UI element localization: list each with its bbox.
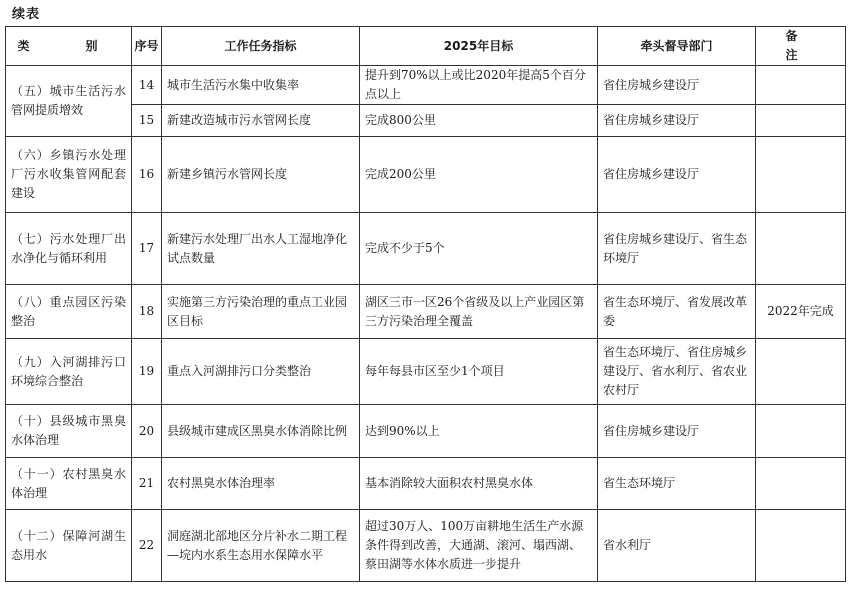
category-cell: （九）入河湖排污口环境综合整治	[6, 339, 132, 405]
seq-cell: 16	[132, 137, 162, 213]
seq-cell: 14	[132, 66, 162, 105]
indicator-cell: 城市生活污水集中收集率	[162, 66, 360, 105]
seq-cell: 21	[132, 458, 162, 510]
table-row	[6, 458, 846, 510]
table-row	[6, 510, 846, 582]
dept-cell: 省生态环境厅、省发展改革委	[598, 285, 756, 339]
table-row	[6, 339, 846, 405]
header-note: 备 注	[756, 27, 846, 66]
dept-cell: 省生态环境厅	[598, 458, 756, 510]
dept-cell: 省住房城乡建设厅	[598, 66, 756, 105]
target-cell: 湖区三市一区26个省级及以上产业园区第三方污染治理全覆盖	[360, 285, 598, 339]
note-cell	[756, 137, 846, 213]
table-row	[6, 405, 846, 458]
indicator-cell: 县级城市建成区黑臭水体消除比例	[162, 405, 360, 458]
category-cell: （七）污水处理厂出水净化与循环利用	[6, 213, 132, 285]
table-row	[6, 137, 846, 213]
target-cell: 每年每县市区至少1个项目	[360, 339, 598, 405]
note-cell	[756, 66, 846, 105]
target-cell: 完成800公里	[360, 105, 598, 137]
note-cell	[756, 213, 846, 285]
header-dept: 牵头督导部门	[598, 27, 756, 66]
dept-cell: 省住房城乡建设厅	[598, 405, 756, 458]
seq-cell: 19	[132, 339, 162, 405]
target-cell: 提升到70%以上或比2020年提高5个百分点以上	[360, 66, 598, 105]
seq-cell: 18	[132, 285, 162, 339]
note-cell	[756, 458, 846, 510]
header-target: 2025年目标	[360, 27, 598, 66]
seq-cell: 17	[132, 213, 162, 285]
category-cell: （六）乡镇污水处理厂污水收集管网配套建设	[6, 137, 132, 213]
indicator-cell: 新建改造城市污水管网长度	[162, 105, 360, 137]
table-row	[6, 213, 846, 285]
indicator-cell: 新建乡镇污水管网长度	[162, 137, 360, 213]
indicator-cell: 新建污水处理厂出水人工湿地净化试点数量	[162, 213, 360, 285]
header-category: 类 别	[6, 27, 132, 66]
header-seq: 序号	[132, 27, 162, 66]
seq-cell: 20	[132, 405, 162, 458]
indicator-cell: 实施第三方污染治理的重点工业园区目标	[162, 285, 360, 339]
table-row	[6, 285, 846, 339]
table-row	[6, 105, 846, 137]
target-cell: 完成200公里	[360, 137, 598, 213]
category-cell: （八）重点园区污染整治	[6, 285, 132, 339]
indicator-cell: 洞庭湖北部地区分片补水二期工程—垸内水系生态用水保障水平	[162, 510, 360, 582]
dept-cell: 省住房城乡建设厅	[598, 105, 756, 137]
note-cell	[756, 339, 846, 405]
note-cell: 2022年完成	[756, 285, 846, 339]
header-indicator: 工作任务指标	[162, 27, 360, 66]
seq-cell: 15	[132, 105, 162, 137]
note-cell	[756, 405, 846, 458]
target-cell: 基本消除较大面积农村黑臭水体	[360, 458, 598, 510]
indicator-cell: 重点入河湖排污口分类整治	[162, 339, 360, 405]
category-cell: （十二）保障河湖生态用水	[6, 510, 132, 582]
dept-cell: 省生态环境厅、省住房城乡建设厅、省水利厅、省农业农村厅	[598, 339, 756, 405]
dept-cell: 省住房城乡建设厅、省生态环境厅	[598, 213, 756, 285]
target-cell: 达到90%以上	[360, 405, 598, 458]
note-cell	[756, 105, 846, 137]
table-row	[6, 66, 846, 105]
task-table	[5, 26, 846, 582]
category-cell: （五）城市生活污水管网提质增效	[6, 66, 132, 137]
table-caption: 续表	[12, 7, 41, 22]
target-cell: 超过30万人、100万亩耕地生活生产水源条件得到改善，大通湖、滚河、塌西湖、蔡田湖等水体水质进一步提升	[360, 510, 598, 582]
dept-cell: 省住房城乡建设厅	[598, 137, 756, 213]
indicator-cell: 农村黑臭水体治理率	[162, 458, 360, 510]
seq-cell: 22	[132, 510, 162, 582]
target-cell: 完成不少于5个	[360, 213, 598, 285]
dept-cell: 省水利厅	[598, 510, 756, 582]
category-cell: （十）县级城市黑臭水体治理	[6, 405, 132, 458]
table-header-row	[6, 27, 846, 66]
note-cell	[756, 510, 846, 582]
category-cell: （十一）农村黑臭水体治理	[6, 458, 132, 510]
